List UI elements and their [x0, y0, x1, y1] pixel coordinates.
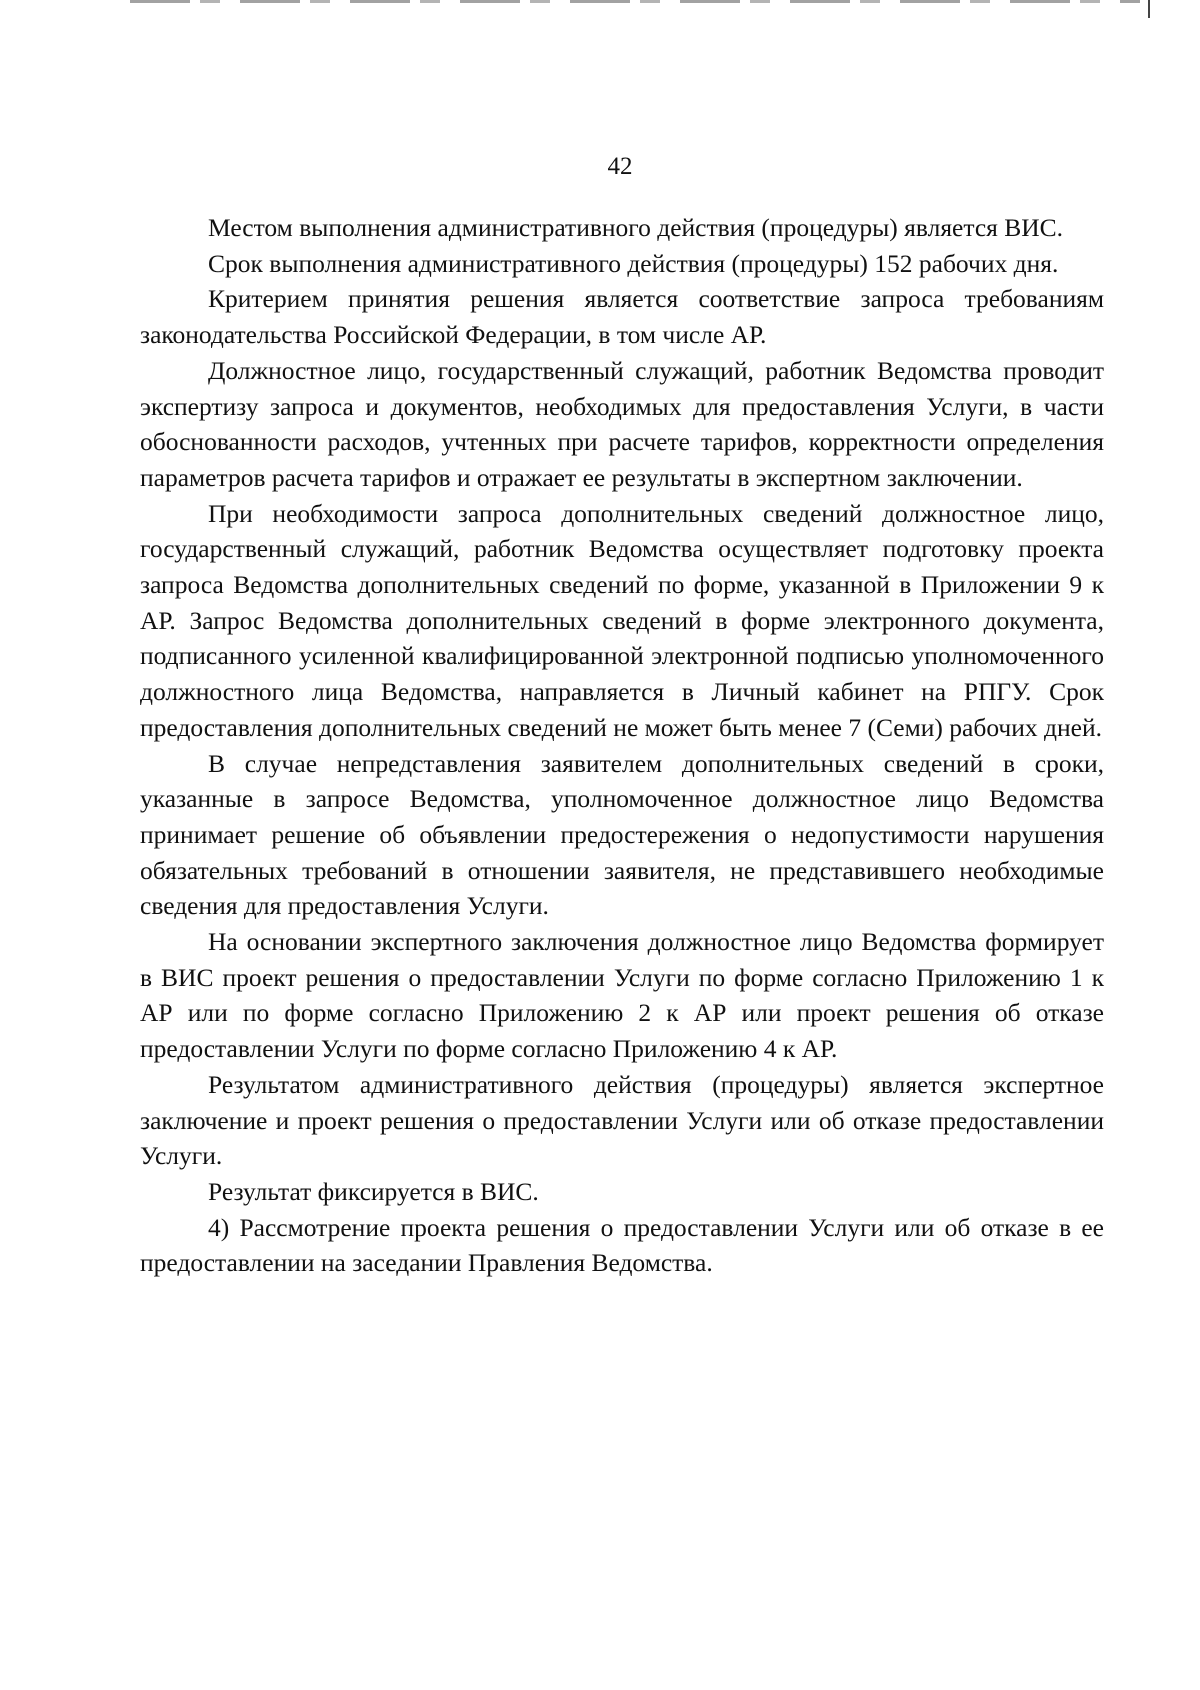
paragraph: Должностное лицо, государственный служащий, работник Ведомства проводит экспертизу запроса и документов, необходимых для предоставления Услуги, в части обоснованности расходов, учтенных при расчете тарифов, корректности определения параметров расчета тарифов и отражает ее результаты в экспертном заключении.: [140, 355, 1104, 492]
paragraph: При необходимости запроса дополнительных сведений должностное лицо, государственный служащий, работник Ведомства осуществляет подготовку проекта запроса Ведомства дополнительных сведений по форме, указанной в Приложении 9 к АР. Запрос Ведомства дополнительных сведений в форме электронного документа, подписанного усиленной квалифицированной электронной подписью уполномоченного должностного лица Ведомства, направляется в Личный кабинет на РПГУ. Срок предоставления дополнительных сведений не может быть менее 7 (Семи) рабочих дней.: [140, 498, 1104, 742]
scan-edge-line: [130, 0, 1140, 3]
paragraph: Критерием принятия решения является соответствие запроса требованиям законодательства Российской Федерации, в том числе АР.: [140, 284, 1104, 350]
paragraph: Результат фиксируется в ВИС.: [208, 1176, 539, 1206]
paragraph: Результатом административного действия (процедуры) является экспертное заключение и проект решения о предоставлении Услуги или об отказе предоставлении Услуги.: [140, 1069, 1104, 1171]
document-body: [140, 210, 1104, 1281]
paragraph: На основании экспертного заключения должностное лицо Ведомства формирует в ВИС проект решения о предоставлении Услуги по форме согласно Приложению 1 к АР или по форме согласно Приложению 2 к АР или проект решения об отказе предоставлении Услуги по форме согласно Приложению 4 к АР.: [140, 927, 1104, 1064]
paragraph: В случае непредставления заявителем дополнительных сведений в сроки, указанные в запросе Ведомства, уполномоченное должностное лицо Ведомства принимает решение об объявлении предостережения о недопустимости нарушения обязательных требований в отношении заявителя, не представившего необходимые сведения для предоставления Услуги.: [140, 748, 1104, 921]
paragraph: Местом выполнения административного действия (процедуры) является ВИС.: [208, 213, 1064, 242]
paragraph: 4) Рассмотрение проекта решения о предоставлении Услуги или об отказе в ее предоставлении на заседании Правления Ведомства.: [140, 1212, 1104, 1278]
page-number: 42: [607, 153, 633, 180]
paragraph: Срок выполнения административного действия (процедуры) 152 рабочих дня.: [208, 248, 1059, 278]
scan-edge-mark: [1148, 0, 1150, 18]
